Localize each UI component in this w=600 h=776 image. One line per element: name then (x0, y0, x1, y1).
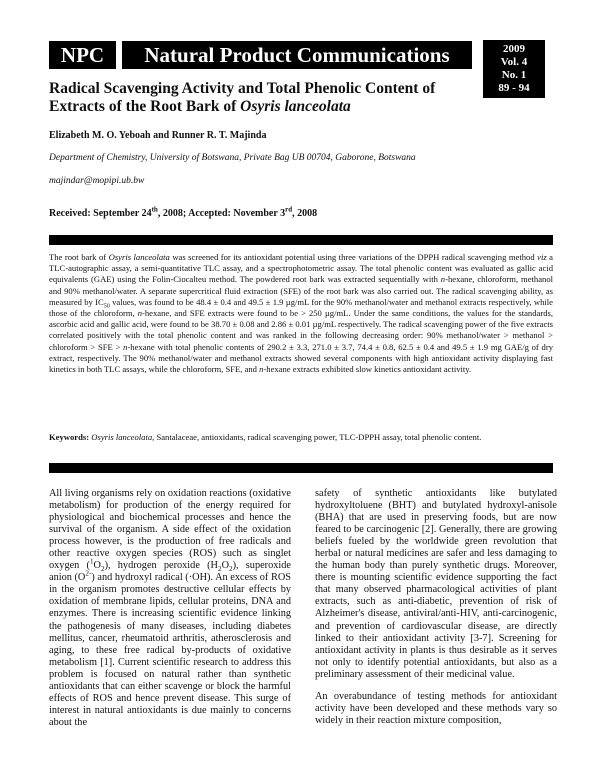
issue-pages: 89 - 94 (498, 82, 530, 94)
section-divider-bottom (49, 463, 553, 473)
journal-abbrev: NPC (60, 43, 105, 67)
body-paragraph: An overabundance of testing methods for antioxidant activity have been developed and these methods vary so widely in their reaction mixture composition, (315, 690, 557, 726)
issue-info-box (483, 40, 545, 98)
section-divider-top (49, 235, 553, 245)
abstract: The root bark of Osyris lanceolata was screened for its antioxidant potential using three variations of the DPPH radical scavenging method viz a TLC-autographic assay, a semi-quantitative TLC assay, and a spectrophotometric assay. The total phenolic content was evaluated as gallic acid equivalents (GAE) using the Folin-Ciocalteu method. The powdered root bark was extracted sequentially with n-hexane, chloroform, methanol and 90% methanol/water. A separate supercritical fluid extraction (SFE) of the root bark was also carried out. The radical scavenging ability, as measured by $IC_{50}$ values, was found to be 48.4 ± 0.4 and 49.5 ± 1.9 µg/mL for the 90% methanol/water and methanol extracts respectively, while those of the chloroform, n-hexane, and SFE extracts were found to be > 250 µg/mL. Under the same conditions, the values for the standards, ascorbic acid and gallic acid, were found to be 38.70 ± 0.08 and 2.86 ± 0.01 µg/mL respectively. The radical scavenging power of the five extracts correlated positively with the total phenolic content and was ranked in the following decreasing order: 90% methanol/water > methanol > chloroform > SFE > n-hexane with total phenolic contents of 290.2 ± 3.3, 271.0 ± 3.7, 74.4 ± 0.8, 62.5 ± 0.4 and 49.5 ± 1.9 mg GAE/g of dry extract, respectively. The 90% methanol/water and methanol extracts showed several components with high antioxidant activity displaying fast kinetics in both TLC assays, while the chloroform, SFE, and n-hexane extracts exhibited slow kinetics antioxidant activity. (49, 252, 553, 375)
article-title: Radical Scavenging Activity and Total Phenolic Content of Extracts of the Root Bark of Osyris lanceolata (49, 80, 436, 115)
body-column-left (49, 488, 291, 729)
authors: Elizabeth M. O. Yeboah and Runner R. T. Majinda (49, 130, 267, 141)
received-accepted-dates: Received: September 24th, 2008; Accepted: November 3rd, 2008 (49, 205, 318, 219)
author-email[interactable]: majindar@mopipi.ub.bw (49, 176, 145, 186)
affiliation: Department of Chemistry, University of Botswana, Private Bag UB 00704, Gaborone, Botswana (49, 153, 416, 163)
issue-volume: Vol. 4 (500, 56, 528, 68)
body-paragraph: All living organisms rely on oxidation reactions (oxidative metabolism) for production of the energy required for physiological and biochemical processes and hence the survival of the organism. A side effect of the oxidation process however, is the production of free radicals and other reactive oxygen species (ROS) such as singlet oxygen $(^1O_2)$, hydrogen peroxide $(H_2O_2)$, superoxide anion $(O^{2-})$ and hydroxyl radical (·OH). An excess of ROS in the organism promotes destructive cellular effects by oxidation of membrane lipids, cellular proteins, DNA and enzymes. There is increasing scientific evidence linking the pathogenesis of many diseases, including diabetes mellitus, cancer, rheumatoid arthritis, atherosclerosis and aging, to these free radical by-products of oxidative metabolism [1]. Current scientific research to address this problem is focused on natural rather than synthetic antioxidants that can either scavenge or block the harmful effects of ROS and hence prevent disease. This surge of interest in natural antioxidants is due mainly to concerns about the (49, 488, 291, 728)
keywords: Keywords: Osyris lanceolata, Santalaceae, antioxidants, radical scavenging power, TLC-DPPH assay, total phenolic content. (49, 432, 482, 442)
journal-name: Natural Product Communications (144, 43, 450, 67)
journal-name-box (122, 41, 472, 69)
body-column-right (315, 488, 557, 727)
issue-number: No. 1 (501, 69, 527, 81)
body-paragraph: safety of synthetic antioxidants like butylated hydroxyltoluene (BHT) and butylated hydroxyl-anisole (BHA) that are used in preserving foods, but are now feared to be carcinogenic [2]. Generally, there are growing beliefs fueled by the worldwide green revolution that herbal or natural medicines are safer and less damaging to the human body than purely synthetic drugs. Moreover, there is mounting scientific evidence supporting the fact that many observed pharmacological activities of plant extracts, such as anti-diabetic, prevention of risk of Alzheimer's disease, antiviral/anti-HIV, anti-carcinogenic, and prevention of cardiovascular disease, are directly linked to their antioxidant activity [3-7]. Screening for antioxidant activity in plants is thus desirable as it serves not only to identify potential antioxidants, but also as a preliminary assessment of their medicinal value. (315, 488, 557, 680)
issue-year: 2009 (503, 43, 525, 55)
journal-logo-box (49, 41, 116, 69)
